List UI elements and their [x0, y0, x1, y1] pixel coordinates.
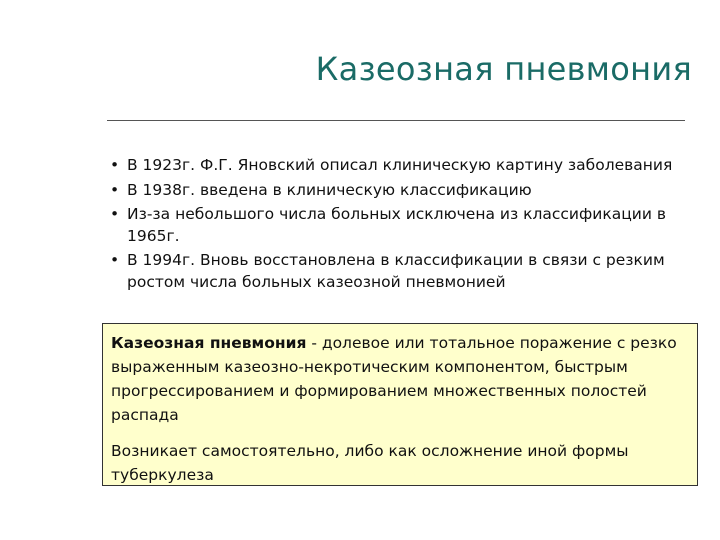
bullet-item [107, 180, 707, 202]
bullet-text: В 1938г. введена в клиническую классификацию [127, 180, 532, 199]
bullet-item [107, 250, 707, 293]
definition-note: Возникает самостоятельно, либо как осложнение иной формы туберкулеза [111, 442, 629, 484]
bullet-text: Из-за небольшого числа больных исключена из классификации в 1965г. [127, 205, 666, 245]
bullet-text: В 1994г. Вновь восстановлена в классификации в связи с резким ростом числа больных казеозной пневмонией [127, 251, 665, 291]
slide-title: Казеозная пневмония [315, 50, 692, 88]
history-bullet-list [107, 155, 707, 296]
title-divider [107, 120, 685, 121]
definition-paragraph [111, 331, 691, 427]
definition-box [102, 323, 698, 486]
definition-term: Казеозная пневмония [111, 334, 307, 352]
definition-text: - долевое или тотальное поражение с резко выраженным казеозно-некротическим компонентом, быстрым прогрессированием и формированием множественных полостей распада [111, 334, 677, 424]
bullet-icon: • [110, 156, 120, 174]
bullet-icon: • [110, 251, 120, 269]
bullet-icon: • [110, 205, 120, 223]
bullet-icon: • [110, 180, 120, 199]
bullet-item [107, 155, 707, 177]
bullet-item [107, 204, 707, 247]
bullet-text: В 1923г. Ф.Г. Яновский описал клиническую картину заболевания [127, 156, 673, 174]
